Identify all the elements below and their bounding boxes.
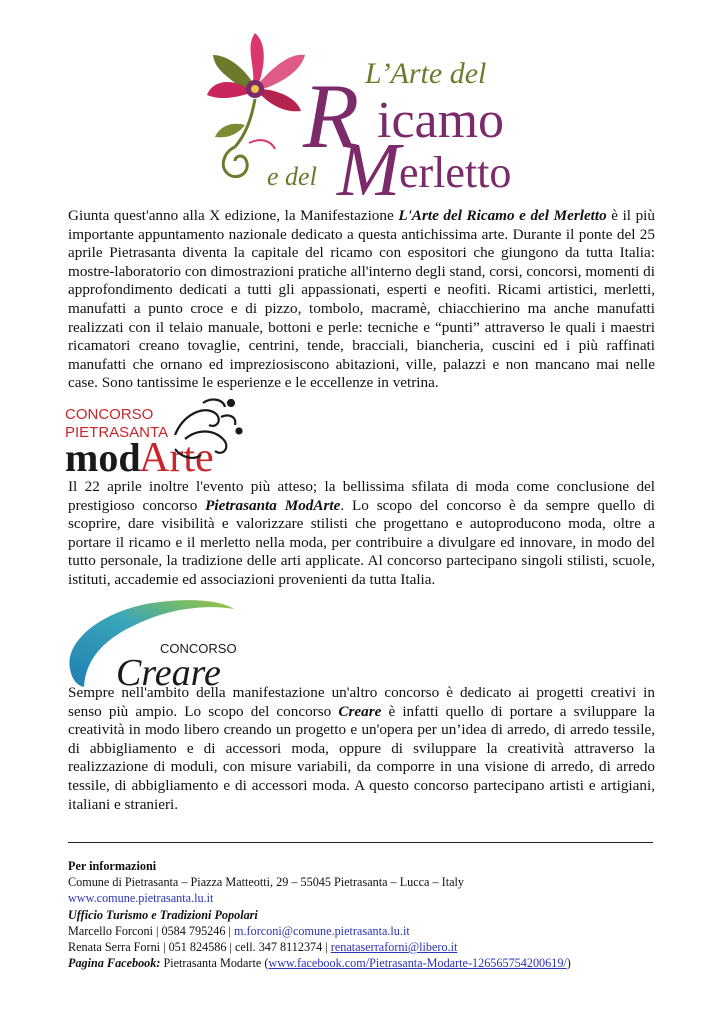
contact-info-block: [68, 858, 668, 971]
contact1-email-link[interactable]: m.forconi@comune.pietrasanta.lu.it: [234, 923, 410, 938]
creare-contest-name: Creare: [338, 702, 382, 720]
event-name: L'Arte del Ricamo e del Merletto: [398, 207, 607, 224]
creare-concorso: CONCORSO: [160, 641, 237, 656]
modarte-text-start: Il 22 aprile inoltre l'evento più atteso; la bellissima sfilata di moda come conclusione del prestigioso concorso: [68, 478, 655, 514]
facebook-close: ): [566, 956, 571, 971]
intro-text-rest: è il più importante appuntamento nazionale dedicato a questa antichissima arte. Durante il ponte del 25 aprile Pietrasanta diventa la capitale del ricamo con espositori che giungono da tutta Italia: mostre-laboratorio con dimostrazioni pratiche all'interno degli stand, corsi, concorsi, momenti di approfondimento dedicati a tutti gli appassionati, esperti e neofiti. Ricami artistici, merletti, manufatti a punto croce e di pizzo, tombolo, macramè, chiacchierino ma anche manufatti realizzati con il telaio manuale, bottoni e perle: tecniche e “punti” attraverso le quali i maestri ricamatori creano tovaglie, centrini, tende, bracciali, biancheria, cuscini ed i più raffinati manufatti che ornano ed impreziosiscono abitazioni, ville, palazzi e non mancano mai nelle case. Sono tantissime le esperienze e le eccellenze in vetrina.: [68, 207, 655, 392]
contact2-email-link[interactable]: renataserraforni@libero.it: [330, 940, 458, 955]
logo-line3: e del: [267, 162, 317, 191]
logo-line1: L’Arte del: [365, 57, 487, 90]
logo-big-r: R: [303, 65, 360, 167]
intro-text-start: Giunta quest'anno alla X edizione, la Manifestazione: [68, 207, 399, 224]
info-address: Comune di Pietrasanta – Piazza Matteotti, 29 – 55045 Pietrasanta – Lucca – Italy: [68, 875, 464, 890]
creare-text-start: Sempre nell'ambito della manifestazione un'altro concorso è dedicato ai progetti creativi in senso più ampio. Lo scopo del concorso: [68, 684, 655, 720]
modarte-arte: Arte: [139, 435, 214, 473]
modarte-text-rest: . Lo scopo del concorso è da sempre quello di scoprire, dare visibilità e valorizzare stilisti che progettano e autoproducono moda, oltre a portare il ricamo e il merletto nella moda, per contribuire a divulgare ed innovare, in modo del tutto personale, la tradizione delle arti applicate. Al concorso partecipano singoli stilisti, scuole, istituti, accademie ed associazioni provenienti da tutta Italia.: [68, 496, 656, 588]
logo-big-m: M: [337, 128, 401, 203]
creare-paragraph: [68, 684, 655, 814]
facebook-row: [68, 955, 668, 971]
contact1-text: Marcello Forconi | 0584 795246 |: [68, 923, 235, 938]
creare-text-rest: è infatti quello di portare a sviluppare la creatività in modo libero creando un progetto e un'opera per un’idea di arredo, di arredo tessile, di abbigliamento e di accessori moda, oppure di sviluppare la creatività attraverso la realizzazione di moduli, con misure variabili, da comporre in una visione di arredo, di arredo tessile, di abbigliamento e di accessori moda. A questo concorso partecipano artisti e artigiani, italiani e stranieri.: [68, 702, 655, 813]
intro-paragraph: [68, 207, 655, 393]
modarte-logo: [63, 395, 243, 473]
facebook-link[interactable]: www.facebook.com/Pietrasanta-Modarte-126565754200619/: [268, 956, 567, 971]
contact2-text: Renata Serra Forni | 051 824586 | cell. 347 8112374 |: [68, 940, 331, 955]
logo-word-icamo: icamo: [377, 92, 505, 149]
facebook-text: Pietrasanta Modarte (: [160, 956, 269, 971]
modarte-line2: PIETRASANTA: [65, 424, 169, 441]
info-office: Ufficio Turismo e Tradizioni Popolari: [68, 907, 258, 922]
info-heading: Per informazioni: [68, 859, 157, 873]
modarte-paragraph: [68, 478, 655, 590]
logo-word-erletto: erletto: [399, 148, 512, 197]
contact-row-2: [68, 939, 668, 955]
modarte-mod: mod: [65, 435, 141, 473]
divider-line: [68, 842, 653, 843]
modarte-contest-name: Pietrasanta ModArte: [205, 496, 341, 514]
arte-ricamo-merletto-logo: [205, 25, 525, 203]
creare-logo: [62, 591, 237, 696]
website-link[interactable]: www.comune.pietrasanta.lu.it: [68, 891, 214, 906]
flower-illustration: [207, 33, 305, 177]
facebook-label: Pagina Facebook:: [68, 956, 161, 971]
contact-row-1: [68, 923, 668, 939]
modarte-line1: CONCORSO: [65, 406, 154, 423]
creare-word: Creare: [116, 652, 221, 694]
